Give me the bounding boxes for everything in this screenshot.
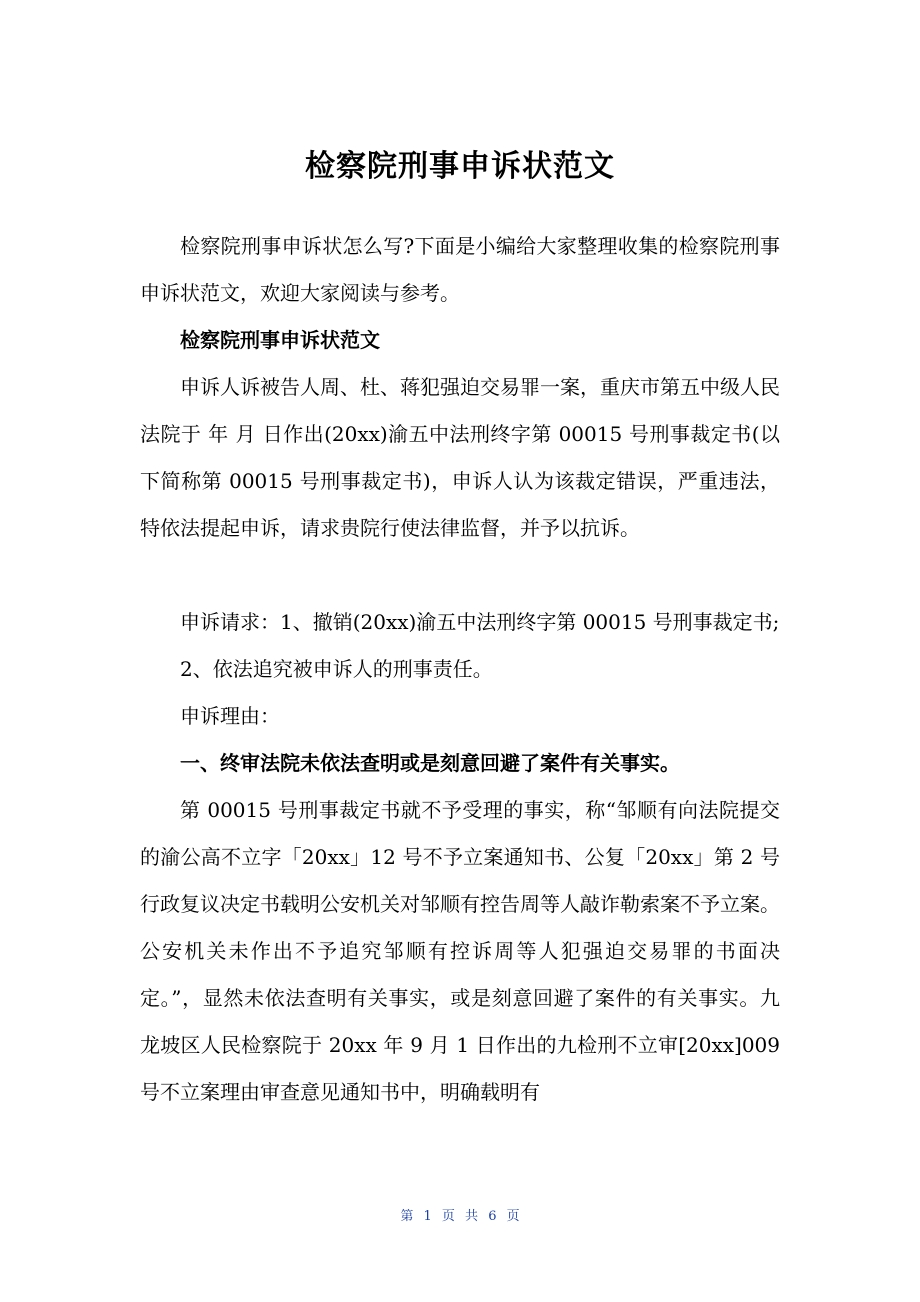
- document-title: 检察院刑事申诉状范文: [305, 149, 615, 184]
- reasons-label: 申诉理由：: [180, 704, 280, 728]
- request-item-2: 2、依法追究被申诉人的刑事责任。: [180, 657, 493, 681]
- document-body: [140, 223, 780, 1116]
- section-heading: 检察院刑事申诉状范文: [180, 328, 380, 352]
- page-footer: 第 1 页 共 6 页: [400, 1209, 520, 1224]
- request-paragraph: 申诉请求：1、撤销(20xx)渝五中法刑终字第 00015 号刑事裁定书;: [180, 610, 780, 634]
- reason-paragraph-1: 第 00015 号刑事裁定书就不予受理的事实，称“邹顺有向法院提交的渝公高不立字「20xx」12 号不予立案通知书、公复「20xx」第 2 号行政复议决定书载明公安机关对邹顺有控告周等人敲诈勒索案不予立案。公安机关未作出不予追究邹顺有控诉周等人犯强迫交易罪的书面决定。”，显然未依法查明有关事实，或是刻意回避了案件的有关事实。九龙坡区人民检察院于 20xx 年 9 月 1 日作出的九检刑不立审[20xx]009 号不立案理由审查意见通知书中，明确载明有: [140, 798, 780, 1104]
- reason-heading-1: 一、终审法院未依法查明或是刻意回避了案件有关事实。: [180, 751, 680, 775]
- blank-line: [140, 552, 780, 599]
- case-paragraph: 申诉人诉被告人周、杜、蒋犯强迫交易罪一案，重庆市第五中级人民法院于 年 月 日作出(20xx)渝五中法刑终字第 00015 号刑事裁定书(以下简称第 00015 号刑事裁定书)，申诉人认为该裁定错误，严重违法，特依法提起申诉，请求贵院行使法律监督，并予以抗诉。: [140, 375, 780, 540]
- intro-paragraph: 检察院刑事申诉状怎么写?下面是小编给大家整理收集的检察院刑事申诉状范文，欢迎大家阅读与参考。: [140, 234, 780, 305]
